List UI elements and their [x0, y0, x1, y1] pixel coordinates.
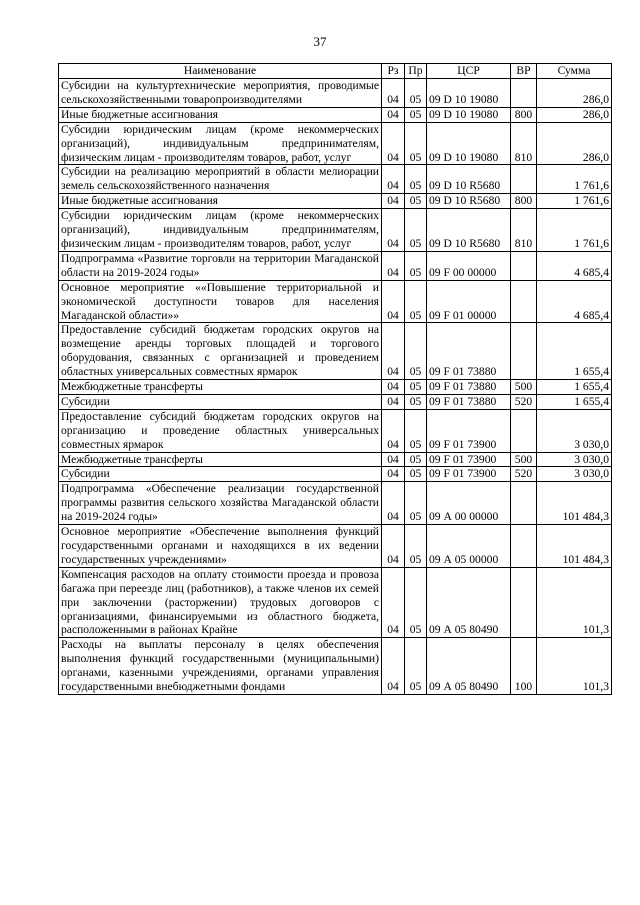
- cell-rz: 04: [382, 452, 405, 467]
- cell-sum: 101 484,3: [537, 525, 612, 568]
- cell-rz: 04: [382, 467, 405, 482]
- cell-rz: 04: [382, 567, 405, 638]
- cell-csr: 09 F 01 73880: [427, 323, 511, 380]
- cell-sum: 286,0: [537, 79, 612, 108]
- cell-rz: 04: [382, 107, 405, 122]
- cell-sum: 1 655,4: [537, 380, 612, 395]
- cell-csr: 09 F 01 73900: [427, 467, 511, 482]
- cell-pr: 05: [405, 482, 427, 525]
- cell-vr: 800: [511, 194, 537, 209]
- cell-name: Предоставление субсидий бюджетам городских округов на организацию и проведение областных универсальных совместных ярмарок: [59, 409, 382, 452]
- cell-sum: 3 030,0: [537, 409, 612, 452]
- cell-sum: 101 484,3: [537, 482, 612, 525]
- cell-name: Межбюджетные трансферты: [59, 452, 382, 467]
- cell-name: Основное мероприятие «Обеспечение выполнения функций государственными органами и находящихся в их ведении государственных учреждениями»: [59, 525, 382, 568]
- cell-vr: 100: [511, 638, 537, 695]
- cell-rz: 04: [382, 122, 405, 165]
- cell-vr: 500: [511, 380, 537, 395]
- cell-csr: 09 D 10 R5680: [427, 209, 511, 252]
- cell-sum: 3 030,0: [537, 452, 612, 467]
- cell-rz: 04: [382, 209, 405, 252]
- cell-sum: 101,3: [537, 638, 612, 695]
- budget-table: [58, 63, 612, 695]
- cell-pr: 05: [405, 107, 427, 122]
- cell-csr: 09 D 10 R5680: [427, 194, 511, 209]
- cell-pr: 05: [405, 567, 427, 638]
- cell-pr: 05: [405, 122, 427, 165]
- cell-vr: [511, 79, 537, 108]
- cell-name: Подпрограмма «Развитие торговли на территории Магаданской области на 2019-2024 годы»: [59, 251, 382, 280]
- cell-pr: 05: [405, 467, 427, 482]
- table-row: [59, 482, 612, 525]
- cell-name: Иные бюджетные ассигнования: [59, 107, 382, 122]
- cell-name: Субсидии на культуртехнические мероприятия, проводимые сельскохозяйственными товаропроизводителями: [59, 79, 382, 108]
- table-row: [59, 107, 612, 122]
- cell-name: Субсидии на реализацию мероприятий в области мелиорации земель сельскохозяйственного назначения: [59, 165, 382, 194]
- cell-rz: 04: [382, 79, 405, 108]
- cell-sum: 1 761,6: [537, 194, 612, 209]
- cell-rz: 04: [382, 525, 405, 568]
- cell-vr: [511, 567, 537, 638]
- cell-pr: 05: [405, 638, 427, 695]
- cell-rz: 04: [382, 251, 405, 280]
- cell-name: Основное мероприятие ««Повышение территориальной и экономической доступности товаров для населения Магаданской области»»: [59, 280, 382, 323]
- cell-csr: 09 А 05 80490: [427, 567, 511, 638]
- cell-name: Межбюджетные трансферты: [59, 380, 382, 395]
- table-header: [59, 64, 612, 79]
- cell-name: Субсидии юридическим лицам (кроме некоммерческих организаций), индивидуальным предпринимателям, физическим лицам - производителям товаров, работ, услуг: [59, 209, 382, 252]
- cell-pr: 05: [405, 409, 427, 452]
- cell-sum: 286,0: [537, 122, 612, 165]
- cell-name: Подпрограмма «Обеспечение реализации государственной программы развития сельского хозяйства Магаданской области на 2019-2024 годы»: [59, 482, 382, 525]
- cell-sum: 1 761,6: [537, 209, 612, 252]
- cell-rz: 04: [382, 638, 405, 695]
- header-csr: ЦСР: [427, 64, 511, 79]
- cell-name: Субсидии: [59, 394, 382, 409]
- cell-name: Субсидии юридическим лицам (кроме некоммерческих организаций), индивидуальным предпринимателям, физическим лицам - производителям товаров, работ, услуг: [59, 122, 382, 165]
- cell-vr: 810: [511, 209, 537, 252]
- cell-csr: 09 D 10 R5680: [427, 165, 511, 194]
- cell-sum: 4 685,4: [537, 251, 612, 280]
- cell-sum: 1 761,6: [537, 165, 612, 194]
- cell-vr: 500: [511, 452, 537, 467]
- cell-csr: 09 F 00 00000: [427, 251, 511, 280]
- cell-name: Расходы на выплаты персоналу в целях обеспечения выполнения функций государственными (муниципальными) органами, казенными учреждениями, органами управления государственными внебюджетными фондами: [59, 638, 382, 695]
- cell-csr: 09 F 01 73880: [427, 394, 511, 409]
- cell-pr: 05: [405, 394, 427, 409]
- header-pr: Пр: [405, 64, 427, 79]
- cell-rz: 04: [382, 165, 405, 194]
- table-row: [59, 280, 612, 323]
- cell-pr: 05: [405, 323, 427, 380]
- cell-vr: 800: [511, 107, 537, 122]
- cell-vr: [511, 323, 537, 380]
- table-row: [59, 467, 612, 482]
- page-number: 37: [313, 34, 327, 49]
- cell-sum: 3 030,0: [537, 467, 612, 482]
- cell-pr: 05: [405, 251, 427, 280]
- cell-name: Иные бюджетные ассигнования: [59, 194, 382, 209]
- cell-csr: 09 D 10 19080: [427, 79, 511, 108]
- cell-pr: 05: [405, 452, 427, 467]
- cell-pr: 05: [405, 79, 427, 108]
- table-row: [59, 251, 612, 280]
- table-row: [59, 525, 612, 568]
- table-body: [59, 79, 612, 695]
- cell-sum: 1 655,4: [537, 323, 612, 380]
- table-row: [59, 194, 612, 209]
- header-name: Наименование: [59, 64, 382, 79]
- cell-rz: 04: [382, 323, 405, 380]
- cell-rz: 04: [382, 280, 405, 323]
- cell-vr: 520: [511, 394, 537, 409]
- cell-pr: 05: [405, 280, 427, 323]
- cell-rz: 04: [382, 409, 405, 452]
- cell-vr: 810: [511, 122, 537, 165]
- cell-csr: 09 А 00 00000: [427, 482, 511, 525]
- cell-csr: 09 F 01 73880: [427, 380, 511, 395]
- table-row: [59, 323, 612, 380]
- cell-vr: [511, 165, 537, 194]
- table-row: [59, 209, 612, 252]
- table-row: [59, 165, 612, 194]
- cell-vr: [511, 280, 537, 323]
- cell-vr: [511, 482, 537, 525]
- cell-pr: 05: [405, 380, 427, 395]
- table-row: [59, 394, 612, 409]
- table-row: [59, 122, 612, 165]
- header-row: [59, 64, 612, 79]
- cell-pr: 05: [405, 209, 427, 252]
- cell-pr: 05: [405, 165, 427, 194]
- cell-csr: 09 F 01 73900: [427, 452, 511, 467]
- cell-name: Субсидии: [59, 467, 382, 482]
- header-sum: Сумма: [537, 64, 612, 79]
- table-row: [59, 79, 612, 108]
- cell-vr: [511, 251, 537, 280]
- cell-vr: 520: [511, 467, 537, 482]
- table-row: [59, 452, 612, 467]
- cell-pr: 05: [405, 525, 427, 568]
- cell-csr: 09 F 01 00000: [427, 280, 511, 323]
- cell-csr: 09 F 01 73900: [427, 409, 511, 452]
- cell-name: Компенсация расходов на оплату стоимости проезда и провоза багажа при переезде лиц (работников), а также членов их семей при заключении (расторжении) трудовых договоров с организациями, финансируемыми из областного бюджета, расположенными в районах Крайне: [59, 567, 382, 638]
- cell-csr: 09 D 10 19080: [427, 122, 511, 165]
- cell-csr: 09 А 05 80490: [427, 638, 511, 695]
- cell-vr: [511, 525, 537, 568]
- cell-name: Предоставление субсидий бюджетам городских округов на возмещение аренды торговых площадей и торгового оборудования, связанных с организацией и проведением областных универсальных совместных ярмарок: [59, 323, 382, 380]
- cell-csr: 09 D 10 19080: [427, 107, 511, 122]
- cell-pr: 05: [405, 194, 427, 209]
- cell-sum: 286,0: [537, 107, 612, 122]
- cell-csr: 09 А 05 00000: [427, 525, 511, 568]
- header-vr: ВР: [511, 64, 537, 79]
- table-row: [59, 567, 612, 638]
- cell-sum: 4 685,4: [537, 280, 612, 323]
- table-row: [59, 409, 612, 452]
- table-row: [59, 638, 612, 695]
- header-rz: Рз: [382, 64, 405, 79]
- cell-rz: 04: [382, 482, 405, 525]
- cell-sum: 1 655,4: [537, 394, 612, 409]
- cell-sum: 101,3: [537, 567, 612, 638]
- cell-rz: 04: [382, 380, 405, 395]
- cell-rz: 04: [382, 394, 405, 409]
- cell-rz: 04: [382, 194, 405, 209]
- table-row: [59, 380, 612, 395]
- cell-vr: [511, 409, 537, 452]
